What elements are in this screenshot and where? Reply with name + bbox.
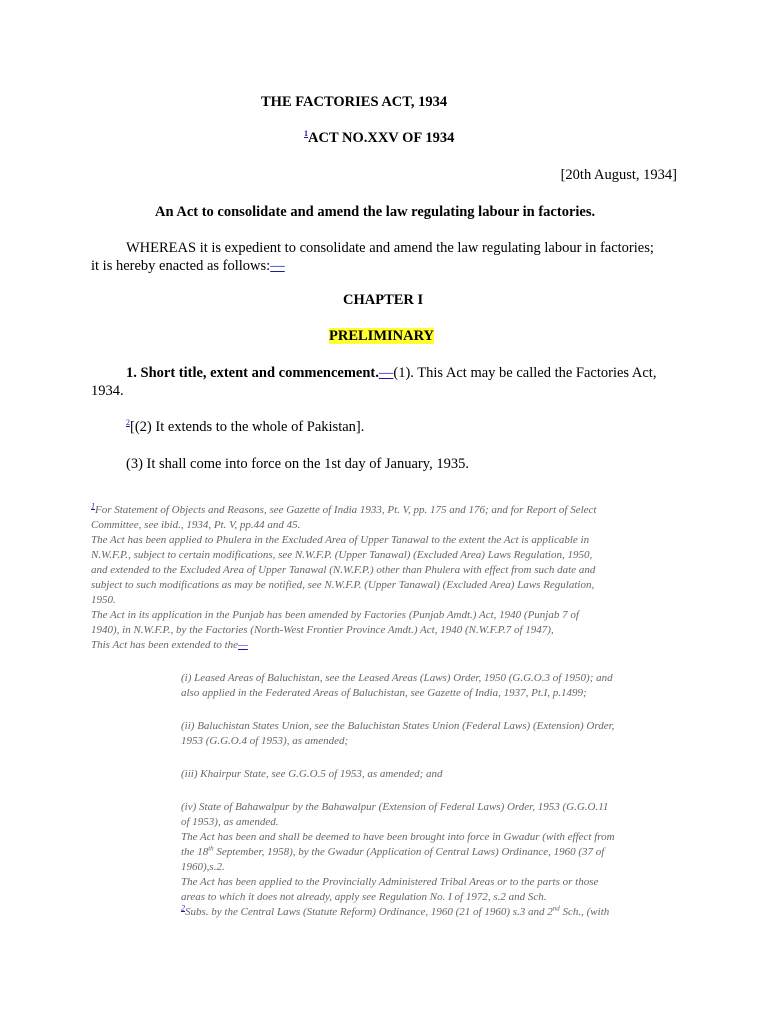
tribal-line-1: The Act has been applied to the Provincially Administered Tribal Areas or to the parts or those bbox=[181, 876, 599, 888]
footnote-line: subject to such modifications as may be notified, see N.W.F.P. (Upper Tanawal) (Excluded Area) Laws Regulation, bbox=[91, 579, 595, 591]
footnote-anchor-1[interactable]: 1 bbox=[91, 501, 95, 511]
footnote-line: This Act has been extended to the— bbox=[91, 639, 248, 651]
section-1-line-1: 1. Short title, extent and commencement.—(1). This Act may be called the Factories Act, bbox=[126, 365, 657, 381]
footnote-line: The Act has been applied to Phulera in the Excluded Area of Upper Tanawal to the extent the Act is applicable in bbox=[91, 534, 590, 546]
footnote-line: N.W.F.P., subject to certain modifications, see N.W.F.P. (Upper Tanawal) (Excluded Area) Laws Regulation, 1950, bbox=[91, 549, 593, 561]
act-title: THE FACTORIES ACT, 1934 bbox=[261, 94, 448, 110]
section-1-heading: 1. Short title, extent and commencement. bbox=[126, 365, 379, 381]
footnote-item-iii: (iii) Khairpur State, see G.G.O.5 of 1953, as amended; and bbox=[181, 768, 443, 780]
long-title: An Act to consolidate and amend the law regulating labour in factories. bbox=[155, 204, 596, 220]
preamble-dash-link[interactable]: — bbox=[270, 258, 285, 274]
footnote-ref-1[interactable]: 1 bbox=[304, 129, 308, 139]
footnote-item-iv-line-2: of 1953), as amended. bbox=[181, 816, 279, 828]
section-1-dash-link[interactable]: — bbox=[378, 365, 394, 381]
footnote-line: 1940), in N.W.F.P., by the Factories (North-West Frontier Province Amdt.) Act, 1940 (N.W.F.P.7 of 1947), bbox=[91, 624, 554, 636]
gwadur-line-1: The Act has been and shall be deemed to have been brought into force in Gwadur (with effect from bbox=[181, 831, 615, 843]
section-1-subsection-3: (3) It shall come into force on the 1st day of January, 1935. bbox=[126, 456, 469, 472]
footnote-item-i-line-1: (i) Leased Areas of Baluchistan, see the Leased Areas (Laws) Order, 1950 (G.G.O.3 of 1950); and bbox=[181, 672, 613, 684]
footnote-item-iv-line-1: (iv) State of Bahawalpur by the Bahawalpur (Extension of Federal Laws) Order, 1953 (G.G.O.11 bbox=[181, 801, 609, 813]
extended-dash-link[interactable]: — bbox=[238, 639, 248, 651]
footnote-2-line: $^2$Subs. by the Central Laws (Statute Reform) Ordinance, 1960 (21 of 1960) s.3 and 2nd Sch., (with bbox=[181, 903, 610, 918]
section-1-subsection-2: $^2$[(2) It extends to the whole of Pakistan]. bbox=[126, 418, 365, 435]
footnote-line: and extended to the Excluded Area of Upper Tanawal (N.W.F.P.) other than Phulera with effect from such date and bbox=[91, 564, 596, 576]
footnote-ref-2[interactable]: 2 bbox=[126, 418, 130, 428]
gwadur-line-3: 1960),s.2. bbox=[181, 861, 225, 873]
footnote-line: The Act in its application in the Punjab has been amended by Factories (Punjab Amdt.) Act, 1940 (Punjab 7 of bbox=[91, 609, 579, 621]
footnote-anchor-2[interactable]: 2 bbox=[181, 903, 185, 913]
footnote-line: 1950. bbox=[91, 594, 116, 606]
enactment-date: [20th August, 1934] bbox=[560, 167, 677, 183]
preamble-line-2: it is hereby enacted as follows:— bbox=[91, 258, 285, 274]
footnote-line: Committee, see ibid., 1934, Pt. V, pp.44 and 45. bbox=[91, 519, 301, 531]
footnote-item-ii-line-1: (ii) Baluchistan States Union, see the Baluchistan States Union (Federal Laws) (Extension) Order, bbox=[181, 720, 615, 732]
preamble-line-1: WHEREAS it is expedient to consolidate and amend the law regulating labour in factories; bbox=[126, 240, 654, 256]
footnote-1-line: $^1$For Statement of Objects and Reasons, see Gazette of India 1933, Pt. V, pp. 175 and 176; and for Report of Select bbox=[91, 501, 597, 516]
footnote-item-ii-line-2: 1953 (G.G.O.4 of 1953), as amended; bbox=[181, 735, 349, 747]
chapter-name: PRELIMINARY bbox=[329, 328, 435, 344]
section-1-line-2: 1934. bbox=[91, 383, 124, 399]
act-number: $^1$ACT NO.XXV OF 1934 bbox=[304, 129, 455, 146]
gwadur-line-2: the 18th September, 1958), by the Gwadur (Application of Central Laws) Ordinance, 1960 (37 of bbox=[181, 844, 605, 858]
chapter-number: CHAPTER I bbox=[343, 292, 424, 308]
footnote-item-i-line-2: also applied in the Federated Areas of Baluchistan, see Gazette of India, 1937, Pt.I, p.1499; bbox=[181, 687, 587, 699]
tribal-line-2: areas to which it does not already, apply see Regulation No. I of 1972, s.2 and Sch. bbox=[181, 891, 547, 903]
